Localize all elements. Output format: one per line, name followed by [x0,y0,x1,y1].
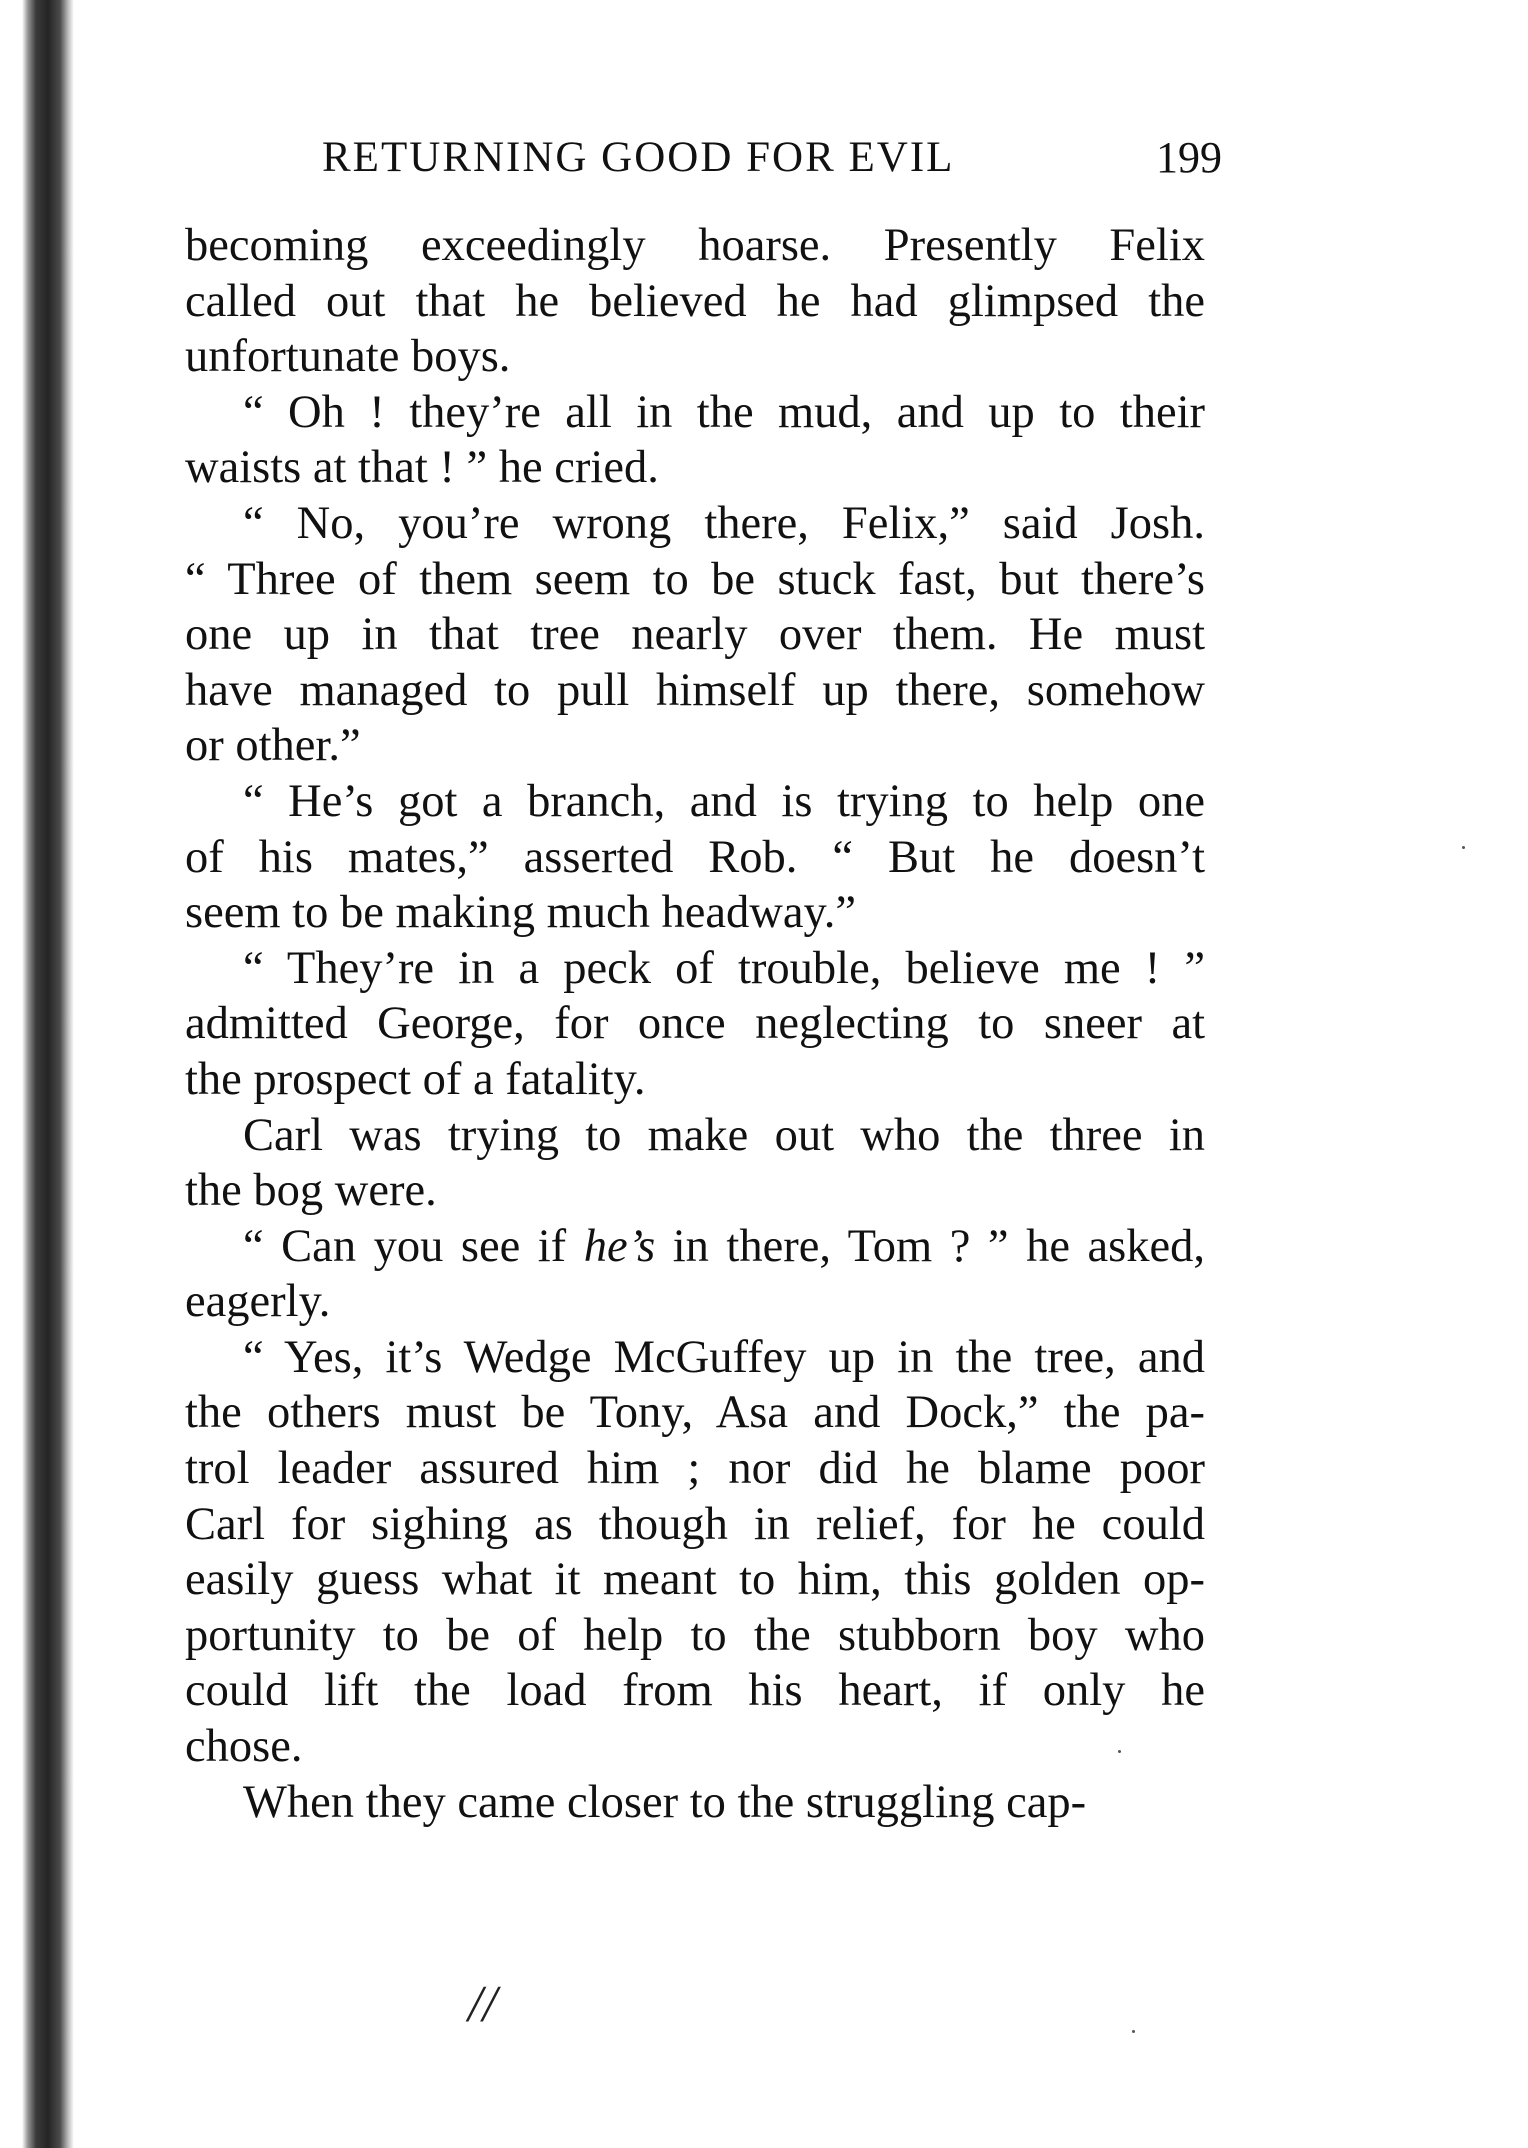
paragraph [185,1219,1205,1330]
text-line: chose. [185,1721,303,1773]
paragraph [185,1108,1205,1219]
speck [1462,846,1465,849]
paragraph [185,496,1205,774]
emphasis: he’s [583,1220,656,1272]
running-head-title: RETURNING GOOD FOR EVIL [322,134,955,181]
paragraph [185,1775,1205,1831]
text-line: portunity to be of help to the stubborn boy who [185,1609,1205,1661]
speck [1118,1750,1121,1753]
text-line: “ Yes, it’s Wedge McGuffey up in the tree, and [243,1331,1205,1383]
text-line: “ Three of them seem to be stuck fast, but there’s [185,553,1205,605]
text-line: unfortunate boys. [185,331,511,383]
text-line: could lift the load from his heart, if only he [185,1665,1205,1717]
text-line: Carl was trying to make out who the three in [243,1109,1205,1161]
page-number: 199 [1156,133,1222,182]
text-line: the prospect of a fatality. [185,1053,646,1105]
text-line: becoming exceedingly hoarse. Presently Felix [185,220,1205,271]
speck [1132,2030,1135,2033]
text-line: When they came closer to the struggling cap- [243,1776,1087,1828]
binding-edge [22,0,74,2148]
paragraph [185,385,1205,496]
text-line: “ No, you’re wrong there, Felix,” said Josh. [243,497,1205,549]
running-head [322,128,1222,188]
text-line: trol leader assured him ; nor did he blame poor [185,1443,1205,1495]
text-line: “ Can you see if he’s in there, Tom ? ” he asked, [243,1220,1205,1272]
paragraph [185,218,1205,385]
text-line: one up in that tree nearly over them. He must [185,609,1205,661]
text-line: of his mates,” asserted Rob. “ But he doesn’t [185,831,1205,883]
text-line: or other.” [185,720,361,772]
paragraph [185,1330,1205,1775]
text-line: called out that he believed he had glimpsed the [185,275,1205,327]
text-line: easily guess what it meant to him, this golden op- [185,1554,1205,1606]
footer-mark: // [468,1976,497,2033]
body-text [185,218,1205,1830]
text-line: Carl for sighing as though in relief, for he could [185,1498,1205,1550]
text-line: have managed to pull himself up there, somehow [185,664,1205,716]
text-line: the bog were. [185,1165,437,1217]
text-line: “ They’re in a peck of trouble, believe me ! ” [243,942,1205,994]
text-line: seem to be making much headway.” [185,887,857,939]
paragraph [185,941,1205,1108]
text-line: eagerly. [185,1276,331,1328]
text-line: waists at that ! ” he cried. [185,442,659,494]
text-line: admitted George, for once neglecting to sneer at [185,998,1205,1050]
text-line: “ He’s got a branch, and is trying to help one [243,775,1205,827]
text-line: “ Oh ! they’re all in the mud, and up to their [243,386,1205,438]
text-line: the others must be Tony, Asa and Dock,” the pa- [185,1387,1205,1439]
paragraph [185,774,1205,941]
